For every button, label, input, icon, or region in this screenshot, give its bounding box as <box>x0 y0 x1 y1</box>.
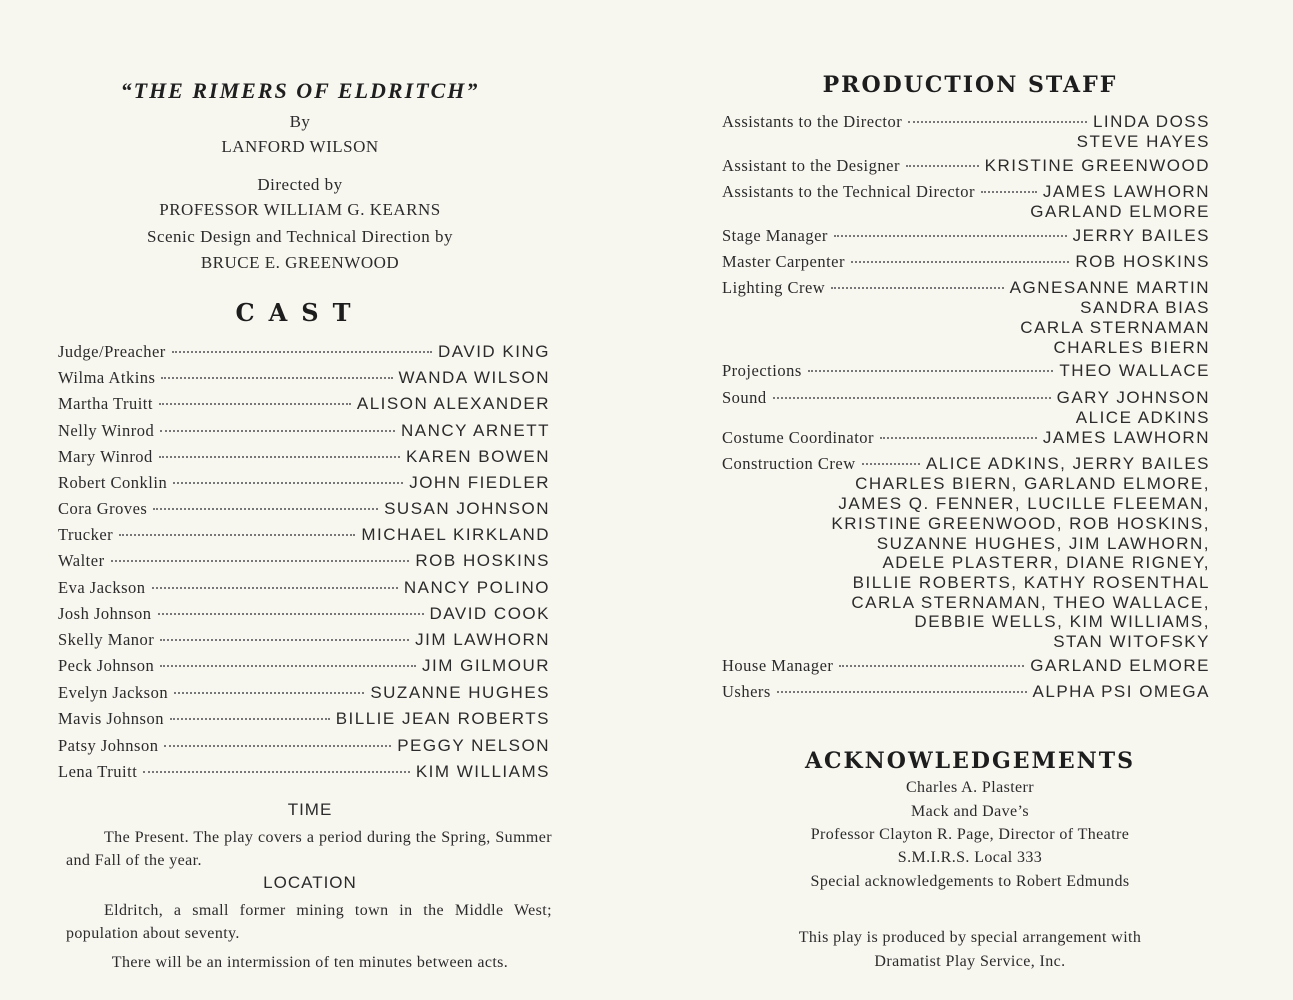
staff-name: ALPHA PSI OMEGA <box>1032 682 1210 701</box>
acknowledgement-line: Special acknowledgements to Robert Edmunds <box>810 873 1130 890</box>
cast-actor: ALISON ALEXANDER <box>356 394 550 413</box>
time-heading: TIME <box>287 800 333 819</box>
staff-row <box>722 454 1210 474</box>
dot-leader <box>152 587 398 589</box>
cast-role: Peck Johnson <box>58 656 155 675</box>
cast-actor: SUSAN JOHNSON <box>384 499 550 518</box>
cast-actor: DAVID COOK <box>429 604 550 623</box>
cast-actor: WANDA WILSON <box>398 368 550 387</box>
dot-leader <box>862 463 920 465</box>
staff-name: JAMES LAWHORN <box>1042 428 1210 447</box>
staff-name: ALICE ADKINS <box>1075 408 1210 427</box>
staff-name: JAMES LAWHORN <box>1042 182 1210 201</box>
staff-name: STAN WITOFSKY <box>1053 632 1210 651</box>
cast-role: Evelyn Jackson <box>58 683 169 702</box>
cast-row <box>58 421 550 441</box>
staff-role: Construction Crew <box>722 454 856 473</box>
cast-role: Walter <box>58 551 105 570</box>
cast-actor: JOHN FIEDLER <box>409 473 550 492</box>
dot-leader <box>159 403 351 405</box>
by-label: By <box>289 112 311 131</box>
cast-actor: JIM GILMOUR <box>422 656 550 675</box>
cast-actor: DAVID KING <box>438 342 550 361</box>
staff-role: Assistant to the Designer <box>722 156 900 175</box>
acknowledgement-line: S.M.I.R.S. Local 333 <box>897 849 1043 866</box>
cast-row <box>58 447 550 467</box>
production-staff-heading: PRODUCTION STAFF <box>822 72 1118 98</box>
dot-leader <box>174 692 364 694</box>
cast-actor: MICHAEL KIRKLAND <box>361 525 550 544</box>
cast-row <box>58 736 550 756</box>
cast-role: Mary Winrod <box>58 447 153 466</box>
cast-actor: KAREN BOWEN <box>405 447 550 466</box>
dot-leader <box>158 613 424 615</box>
cast-actor: JIM LAWHORN <box>415 630 550 649</box>
design-by-label: Scenic Design and Technical Direction by <box>147 227 453 246</box>
cast-row <box>58 473 550 493</box>
dot-leader <box>119 534 355 536</box>
staff-row <box>722 226 1210 246</box>
staff-row <box>722 252 1210 272</box>
cast-row <box>58 551 550 571</box>
staff-name: BILLIE ROBERTS, KATHY ROSENTHAL <box>852 573 1210 592</box>
dot-leader <box>173 482 403 484</box>
staff-row <box>722 388 1210 408</box>
staff-role: Lighting Crew <box>722 278 826 297</box>
staff-row <box>722 112 1210 132</box>
staff-name: ALICE ADKINS, JERRY BAILES <box>925 454 1210 473</box>
staff-name: GARY JOHNSON <box>1056 388 1210 407</box>
cast-row <box>58 342 550 362</box>
cast-row <box>58 394 550 414</box>
cast-row <box>58 630 550 650</box>
dot-leader <box>808 370 1054 372</box>
dot-leader <box>981 191 1037 193</box>
staff-row <box>722 182 1210 202</box>
director-name: PROFESSOR WILLIAM G. KEARNS <box>159 200 441 219</box>
staff-name: JERRY BAILES <box>1072 226 1210 245</box>
staff-name: CARLA STERNAMAN <box>1020 318 1210 337</box>
dot-leader <box>160 639 409 641</box>
cast-row <box>58 525 550 545</box>
staff-name: THEO WALLACE <box>1059 361 1210 380</box>
right-page <box>660 0 1293 1000</box>
dot-leader <box>834 235 1067 237</box>
cast-role: Nelly Winrod <box>58 421 155 440</box>
dot-leader <box>906 165 979 167</box>
cast-role: Trucker <box>58 525 114 544</box>
dot-leader <box>153 508 378 510</box>
dot-leader <box>880 437 1037 439</box>
staff-name: CHARLES BIERN <box>1053 338 1210 357</box>
dot-leader <box>851 261 1069 263</box>
cast-role: Robert Conklin <box>58 473 168 492</box>
cast-actor: BILLIE JEAN ROBERTS <box>335 709 550 728</box>
cast-row <box>58 578 550 598</box>
cast-actor: ROB HOSKINS <box>415 551 550 570</box>
cast-row <box>58 656 550 676</box>
staff-row <box>722 361 1210 381</box>
staff-row <box>722 156 1210 176</box>
staff-role: Costume Coordinator <box>722 428 875 447</box>
cast-actor: NANCY ARNETT <box>401 421 550 440</box>
cast-role: Patsy Johnson <box>58 736 159 755</box>
cast-role: Martha Truitt <box>58 394 153 413</box>
staff-row <box>722 656 1210 676</box>
staff-name: SUZANNE HUGHES, JIM LAWHORN, <box>876 534 1210 553</box>
cast-actor: KIM WILLIAMS <box>415 762 550 781</box>
staff-name: STEVE HAYES <box>1076 132 1210 151</box>
cast-actor: NANCY POLINO <box>403 578 550 597</box>
dot-leader <box>160 665 416 667</box>
dot-leader <box>777 691 1027 693</box>
cast-actor: SUZANNE HUGHES <box>370 683 550 702</box>
acknowledgement-line: Mack and Dave’s <box>911 803 1029 820</box>
dot-leader <box>111 560 410 562</box>
staff-name: ADELE PLASTERR, DIANE RIGNEY, <box>882 553 1210 572</box>
staff-role: Master Carpenter <box>722 252 845 271</box>
staff-name: AGNESANNE MARTIN <box>1009 278 1210 297</box>
arrangement-line: Dramatist Play Service, Inc. <box>874 953 1066 970</box>
dot-leader <box>773 397 1051 399</box>
cast-row <box>58 762 550 782</box>
cast-role: Lena Truitt <box>58 762 138 781</box>
dot-leader <box>161 377 392 379</box>
staff-name: KRISTINE GREENWOOD <box>984 156 1210 175</box>
dot-leader <box>908 121 1087 123</box>
cast-role: Skelly Manor <box>58 630 155 649</box>
designer-name: BRUCE E. GREENWOOD <box>200 253 400 272</box>
cast-row <box>58 499 550 519</box>
time-text: The Present. The play covers a period during the Spring, Summer and Fall of the year. <box>66 829 552 869</box>
dot-leader <box>159 456 400 458</box>
cast-row <box>58 604 550 624</box>
cast-row <box>58 683 550 703</box>
dot-leader <box>839 665 1024 667</box>
arrangement-line: This play is produced by special arrangement with <box>798 929 1142 946</box>
location-heading: LOCATION <box>263 873 357 892</box>
staff-name: ROB HOSKINS <box>1075 252 1210 271</box>
staff-name: GARLAND ELMORE <box>1030 656 1210 675</box>
cast-actor: PEGGY NELSON <box>397 736 550 755</box>
staff-name: DEBBIE WELLS, KIM WILLIAMS, <box>914 612 1210 631</box>
author-name: LANFORD WILSON <box>221 137 379 156</box>
staff-row <box>722 428 1210 448</box>
staff-role: Projections <box>722 361 802 380</box>
staff-role: Stage Manager <box>722 226 828 245</box>
cast-heading: CAST <box>235 298 365 327</box>
cast-role: Judge/Preacher <box>58 342 166 361</box>
location-text: Eldritch, a small former mining town in the Middle West; population about seventy. <box>66 902 552 942</box>
staff-row <box>722 682 1210 702</box>
dot-leader <box>143 771 410 773</box>
dot-leader <box>170 718 330 720</box>
staff-name: GARLAND ELMORE <box>1030 202 1210 221</box>
acknowledgement-line: Professor Clayton R. Page, Director of Theatre <box>810 826 1130 843</box>
cast-role: Josh Johnson <box>58 604 152 623</box>
cast-role: Cora Groves <box>58 499 148 518</box>
dot-leader <box>160 430 395 432</box>
cast-role: Mavis Johnson <box>58 709 164 728</box>
cast-role: Eva Jackson <box>58 578 146 597</box>
dot-leader <box>164 745 391 747</box>
left-page <box>0 0 620 1000</box>
cast-row <box>58 709 550 729</box>
staff-name: CHARLES BIERN, GARLAND ELMORE, <box>855 474 1210 493</box>
staff-name: SANDRA BIAS <box>1080 298 1210 317</box>
staff-row <box>722 278 1210 298</box>
dot-leader <box>172 351 432 353</box>
staff-name: CARLA STERNAMAN, THEO WALLACE, <box>851 593 1210 612</box>
play-title: “THE RIMERS OF ELDRITCH” <box>120 78 480 103</box>
cast-row <box>58 368 550 388</box>
staff-name: KRISTINE GREENWOOD, ROB HOSKINS, <box>831 514 1210 533</box>
dot-leader <box>831 287 1003 289</box>
intermission-note: There will be an intermission of ten minutes between acts. <box>111 954 509 971</box>
staff-name: LINDA DOSS <box>1092 112 1210 131</box>
acknowledgement-line: Charles A. Plasterr <box>905 779 1035 796</box>
staff-role: Assistants to the Director <box>722 112 903 131</box>
staff-role: Assistants to the Technical Director <box>722 182 975 201</box>
staff-role: House Manager <box>722 656 834 675</box>
staff-role: Ushers <box>722 682 771 701</box>
directed-by-label: Directed by <box>257 175 343 194</box>
staff-role: Sound <box>722 388 767 407</box>
cast-role: Wilma Atkins <box>58 368 156 387</box>
acknowledgements-heading: ACKNOWLEDGEMENTS <box>804 748 1136 774</box>
staff-name: JAMES Q. FENNER, LUCILLE FLEEMAN, <box>838 494 1210 513</box>
